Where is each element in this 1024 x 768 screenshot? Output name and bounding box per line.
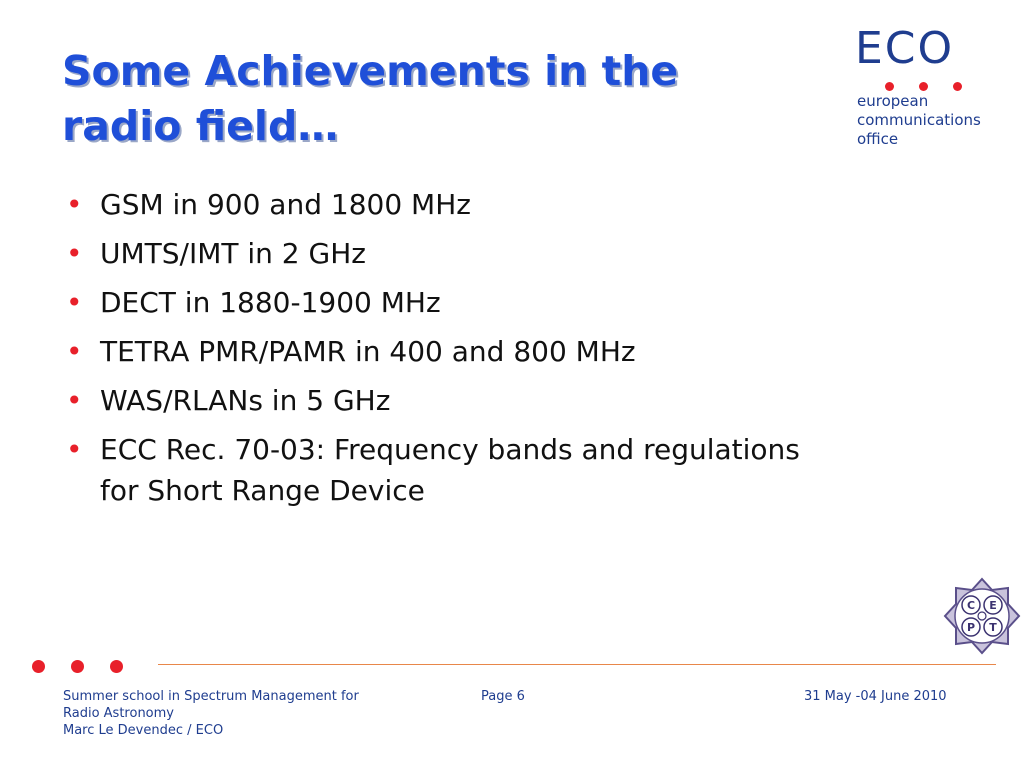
cept-letter: E — [989, 599, 997, 612]
footer-divider — [158, 664, 996, 665]
footer-author: Marc Le Devendec / ECO — [63, 723, 224, 738]
bullet-text: DECT in 1880-1900 MHz — [100, 286, 441, 319]
eco-logo-line-1: european — [857, 92, 929, 110]
bullet-dot-icon: • — [66, 188, 83, 221]
footer-date: 31 May -04 June 2010 — [804, 689, 947, 704]
bullet-item — [62, 282, 822, 323]
eco-logo-line-3: office — [857, 130, 899, 148]
bullet-text: UMTS/IMT in 2 GHz — [100, 237, 366, 270]
bullet-item — [62, 184, 822, 225]
cept-letter: P — [966, 621, 976, 634]
bullet-item — [62, 331, 822, 372]
eco-logo-line-2: communications — [857, 111, 981, 129]
bullet-text: TETRA PMR/PAMR in 400 and 800 MHz — [100, 335, 636, 368]
bullet-dot-icon: • — [66, 433, 83, 466]
bullet-text: GSM in 900 and 1800 MHz — [100, 188, 471, 221]
eco-logo — [855, 23, 1005, 166]
slide-title — [62, 44, 802, 154]
bullet-item — [62, 380, 822, 421]
footer-dots-icon — [32, 658, 149, 677]
cept-logo-icon — [942, 576, 1022, 656]
footer-course-line-2: Radio Astronomy — [63, 706, 174, 721]
bullet-list — [62, 184, 822, 519]
footer-course-line-1: Summer school in Spectrum Management for — [63, 689, 359, 704]
bullet-text: WAS/RLANs in 5 GHz — [100, 384, 391, 417]
bullet-item — [62, 233, 822, 274]
eco-logo-subtitle — [857, 92, 981, 149]
bullet-dot-icon: • — [66, 384, 83, 417]
bullet-item — [62, 429, 822, 511]
bullet-dot-icon: • — [66, 286, 83, 319]
bullet-text: ECC Rec. 70-03: Frequency bands and regulations for Short Range Device — [100, 433, 800, 507]
title-line-2: radio field… — [62, 102, 339, 150]
cept-letter: C — [966, 599, 976, 612]
eco-logo-word: ECO — [855, 23, 955, 74]
bullet-dot-icon: • — [66, 237, 83, 270]
bullet-dot-icon: • — [66, 335, 83, 368]
footer-page-number: Page 6 — [481, 689, 525, 704]
footer-left — [63, 688, 423, 739]
cept-letter: T — [989, 621, 997, 634]
title-line-1: Some Achievements in the — [62, 47, 679, 95]
